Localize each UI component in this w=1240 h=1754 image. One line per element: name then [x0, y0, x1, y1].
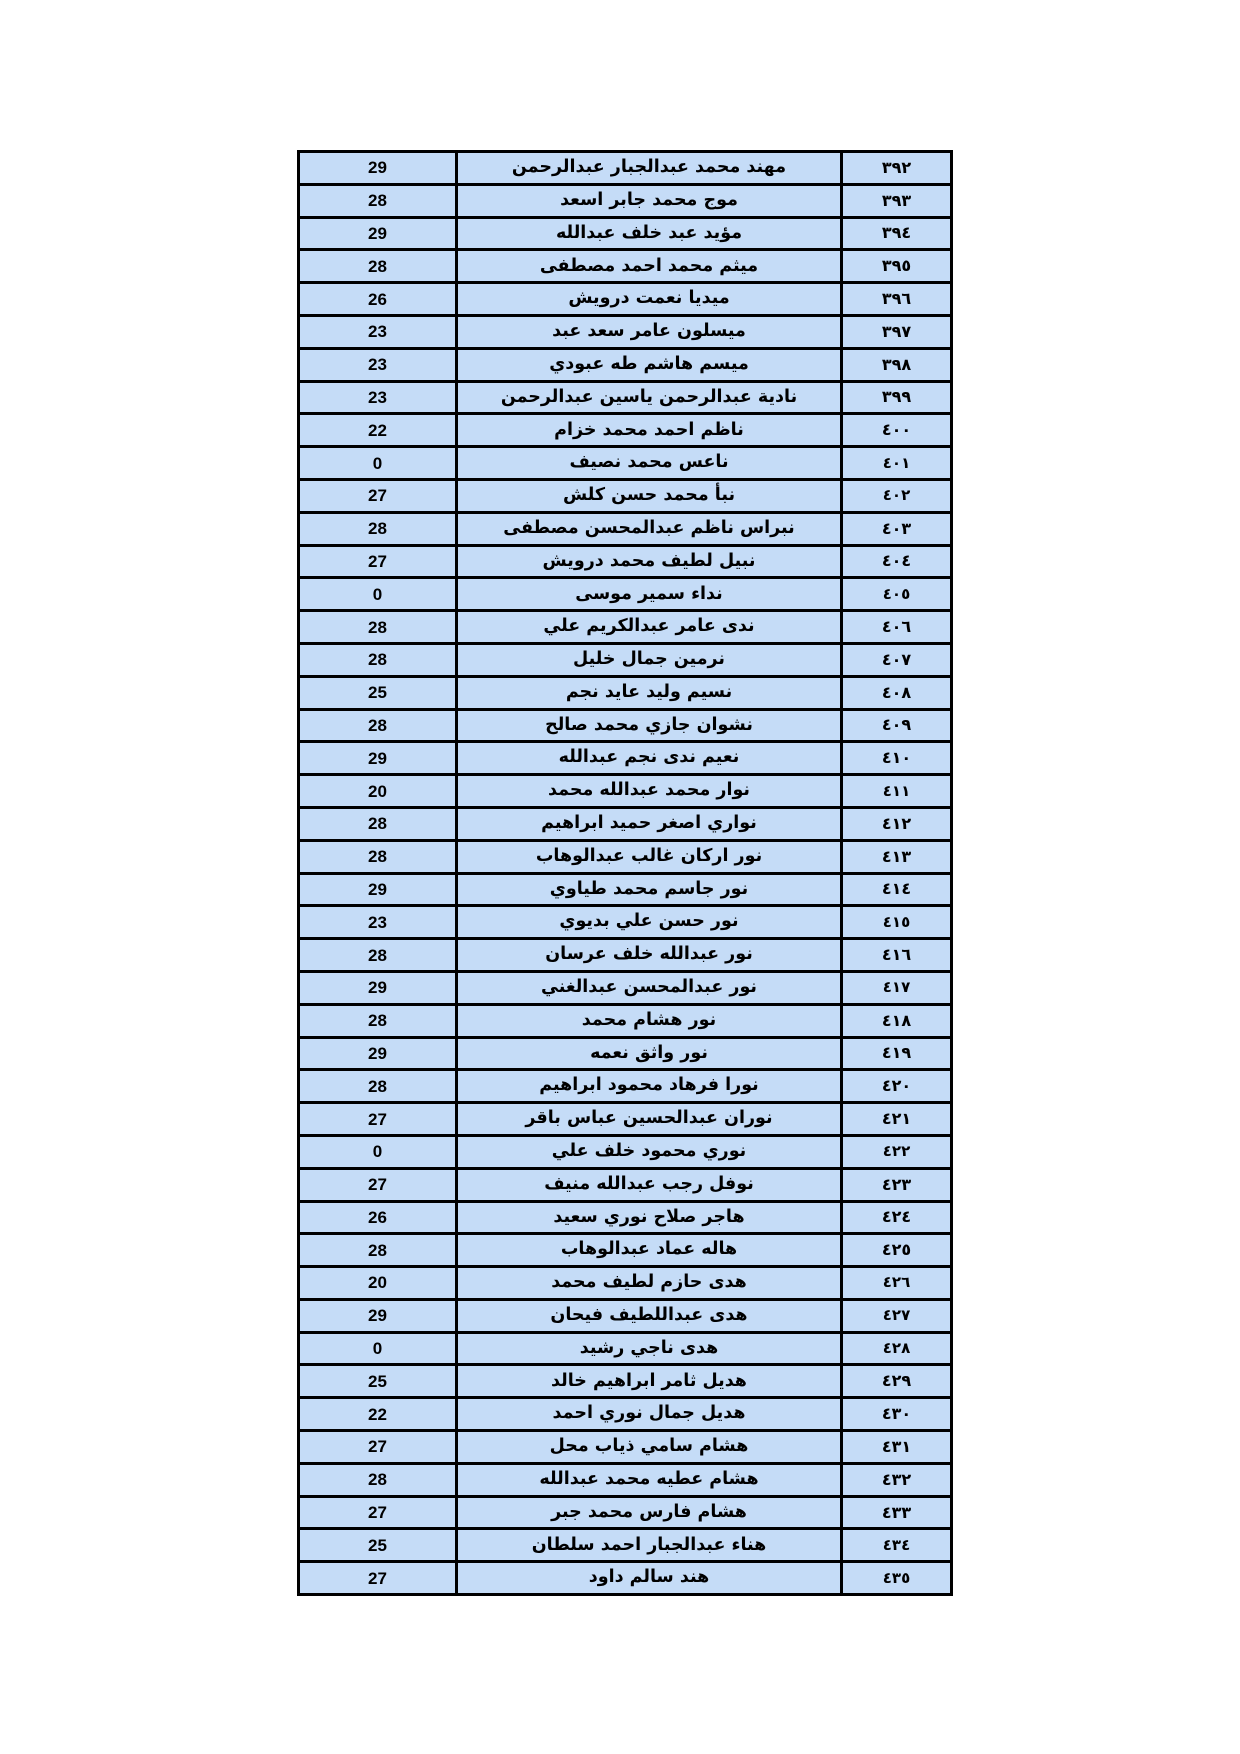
serial-cell: ٤٣٠: [842, 1398, 952, 1431]
table-row: [299, 1299, 952, 1332]
score-cell: 28: [299, 512, 457, 545]
table-row: [299, 1201, 952, 1234]
name-cell: نادية عبدالرحمن ياسين عبدالرحمن: [457, 381, 842, 414]
serial-cell: ٤٢٣: [842, 1168, 952, 1201]
serial-cell: ٤٢٥: [842, 1234, 952, 1267]
table-row: [299, 1365, 952, 1398]
score-cell: 28: [299, 184, 457, 217]
serial-cell: ٤٣٣: [842, 1496, 952, 1529]
table-row: [299, 1463, 952, 1496]
name-cell: ميديا نعمت درويش: [457, 283, 842, 316]
name-cell: نوران عبدالحسين عباس باقر: [457, 1103, 842, 1136]
name-cell: هشام سامي ذياب محل: [457, 1431, 842, 1464]
score-cell: 20: [299, 775, 457, 808]
table-row: [299, 447, 952, 480]
serial-cell: ٤٣١: [842, 1431, 952, 1464]
table-row: [299, 578, 952, 611]
serial-cell: ٤٢١: [842, 1103, 952, 1136]
serial-cell: ٤٠٠: [842, 414, 952, 447]
score-cell: 23: [299, 315, 457, 348]
serial-cell: ٤٠٨: [842, 676, 952, 709]
table-row: [299, 381, 952, 414]
score-cell: 28: [299, 611, 457, 644]
name-cell: نشوان جازي محمد صالح: [457, 709, 842, 742]
serial-cell: ٤٠٤: [842, 545, 952, 578]
score-cell: 27: [299, 1496, 457, 1529]
score-cell: 28: [299, 1234, 457, 1267]
name-cell: نسيم وليد عايد نجم: [457, 676, 842, 709]
name-cell: نور حسن علي بديوي: [457, 906, 842, 939]
serial-cell: ٤٢٢: [842, 1135, 952, 1168]
serial-cell: ٤٠١: [842, 447, 952, 480]
serial-cell: ٤٠٧: [842, 643, 952, 676]
table-row: [299, 1562, 952, 1595]
score-cell: 28: [299, 840, 457, 873]
score-cell: 0: [299, 1332, 457, 1365]
name-cell: نوار محمد عبدالله محمد: [457, 775, 842, 808]
name-cell: نور جاسم محمد طياوي: [457, 873, 842, 906]
name-cell: نور اركان غالب عبدالوهاب: [457, 840, 842, 873]
name-cell: هديل ثامر ابراهيم خالد: [457, 1365, 842, 1398]
name-cell: ميسلون عامر سعد عبد: [457, 315, 842, 348]
score-cell: 28: [299, 709, 457, 742]
name-cell: هديل جمال نوري احمد: [457, 1398, 842, 1431]
score-cell: 26: [299, 1201, 457, 1234]
table-row: [299, 840, 952, 873]
score-cell: 22: [299, 1398, 457, 1431]
table-row: [299, 1168, 952, 1201]
name-cell: نبيل لطيف محمد درويش: [457, 545, 842, 578]
name-cell: ميسم هاشم طه عبودي: [457, 348, 842, 381]
table-row: [299, 512, 952, 545]
table-row: [299, 479, 952, 512]
name-cell: هدى حازم لطيف محمد: [457, 1267, 842, 1300]
name-cell: ناظم احمد محمد خزام: [457, 414, 842, 447]
score-cell: 27: [299, 1168, 457, 1201]
score-cell: 22: [299, 414, 457, 447]
score-cell: 29: [299, 217, 457, 250]
name-cell: هشام عطيه محمد عبدالله: [457, 1463, 842, 1496]
serial-cell: ٤٣٥: [842, 1562, 952, 1595]
serial-cell: ٣٩٩: [842, 381, 952, 414]
serial-cell: ٤٢٩: [842, 1365, 952, 1398]
table-row: [299, 676, 952, 709]
name-cell: نداء سمير موسى: [457, 578, 842, 611]
table-row: [299, 906, 952, 939]
table-row: [299, 348, 952, 381]
serial-cell: ٤٢٨: [842, 1332, 952, 1365]
table-row: [299, 414, 952, 447]
name-cell: موج محمد جابر اسعد: [457, 184, 842, 217]
serial-cell: ٤١٤: [842, 873, 952, 906]
serial-cell: ٣٩٦: [842, 283, 952, 316]
serial-cell: ٤٢٤: [842, 1201, 952, 1234]
table-row: [299, 643, 952, 676]
table-row: [299, 1398, 952, 1431]
score-cell: 23: [299, 381, 457, 414]
serial-cell: ٤١٨: [842, 1004, 952, 1037]
serial-cell: ٤١٣: [842, 840, 952, 873]
score-cell: 27: [299, 1103, 457, 1136]
table-row: [299, 1267, 952, 1300]
score-cell: 20: [299, 1267, 457, 1300]
table-row: [299, 315, 952, 348]
score-cell: 0: [299, 578, 457, 611]
name-cell: مؤيد عبد خلف عبدالله: [457, 217, 842, 250]
score-cell: 27: [299, 1431, 457, 1464]
serial-cell: ٤١٧: [842, 971, 952, 1004]
table-row: [299, 775, 952, 808]
name-cell: نرمين جمال خليل: [457, 643, 842, 676]
score-cell: 29: [299, 152, 457, 185]
serial-cell: ٤١١: [842, 775, 952, 808]
name-cell: نور عبدالله خلف عرسان: [457, 939, 842, 972]
score-cell: 25: [299, 1365, 457, 1398]
table-row: [299, 1496, 952, 1529]
serial-cell: ٤٣٤: [842, 1529, 952, 1562]
score-cell: 0: [299, 447, 457, 480]
serial-cell: ٤٠٣: [842, 512, 952, 545]
serial-cell: ٣٩٤: [842, 217, 952, 250]
name-cell: هدى عبداللطيف فيحان: [457, 1299, 842, 1332]
serial-cell: ٤١٩: [842, 1037, 952, 1070]
score-cell: 25: [299, 676, 457, 709]
serial-cell: ٤٠٦: [842, 611, 952, 644]
score-cell: 23: [299, 906, 457, 939]
score-cell: 28: [299, 807, 457, 840]
serial-cell: ٤١٦: [842, 939, 952, 972]
table-row: [299, 152, 952, 185]
name-cell: نبراس ناظم عبدالمحسن مصطفى: [457, 512, 842, 545]
score-cell: 29: [299, 1037, 457, 1070]
table-row: [299, 1332, 952, 1365]
serial-cell: ٤٠٢: [842, 479, 952, 512]
name-cell: نور هشام محمد: [457, 1004, 842, 1037]
score-cell: 28: [299, 1463, 457, 1496]
score-cell: 25: [299, 1529, 457, 1562]
table-row: [299, 1070, 952, 1103]
name-cell: نوفل رجب عبدالله منيف: [457, 1168, 842, 1201]
table-row: [299, 1234, 952, 1267]
table-row: [299, 217, 952, 250]
serial-cell: ٣٩٧: [842, 315, 952, 348]
serial-cell: ٣٩٢: [842, 152, 952, 185]
table-row: [299, 184, 952, 217]
table-row: [299, 939, 952, 972]
results-table: [297, 150, 953, 1596]
serial-cell: ٤٢٠: [842, 1070, 952, 1103]
serial-cell: ٤٢٧: [842, 1299, 952, 1332]
score-cell: 0: [299, 1135, 457, 1168]
name-cell: مهند محمد عبدالجبار عبدالرحمن: [457, 152, 842, 185]
score-cell: 29: [299, 873, 457, 906]
table-row: [299, 1037, 952, 1070]
score-cell: 29: [299, 971, 457, 1004]
table-row: [299, 807, 952, 840]
serial-cell: ٤٣٢: [842, 1463, 952, 1496]
score-cell: 29: [299, 1299, 457, 1332]
name-cell: ناعس محمد نصيف: [457, 447, 842, 480]
table-row: [299, 283, 952, 316]
serial-cell: ٤١٠: [842, 742, 952, 775]
name-cell: هند سالم داود: [457, 1562, 842, 1595]
table-row: [299, 1431, 952, 1464]
name-cell: نوري محمود خلف علي: [457, 1135, 842, 1168]
table-row: [299, 545, 952, 578]
table-row: [299, 742, 952, 775]
table-row: [299, 709, 952, 742]
name-cell: نعيم ندى نجم عبدالله: [457, 742, 842, 775]
score-cell: 28: [299, 1070, 457, 1103]
name-cell: هشام فارس محمد جبر: [457, 1496, 842, 1529]
serial-cell: ٤١٢: [842, 807, 952, 840]
table-row: [299, 611, 952, 644]
name-cell: هدى ناجي رشيد: [457, 1332, 842, 1365]
serial-cell: ٣٩٣: [842, 184, 952, 217]
score-cell: 28: [299, 643, 457, 676]
name-cell: نور واثق نعمه: [457, 1037, 842, 1070]
score-cell: 27: [299, 479, 457, 512]
score-cell: 23: [299, 348, 457, 381]
serial-cell: ٣٩٨: [842, 348, 952, 381]
score-cell: 29: [299, 742, 457, 775]
table-row: [299, 1135, 952, 1168]
serial-cell: ٣٩٥: [842, 250, 952, 283]
table-row: [299, 1529, 952, 1562]
score-cell: 26: [299, 283, 457, 316]
table-row: [299, 1103, 952, 1136]
name-cell: نور عبدالمحسن عبدالغني: [457, 971, 842, 1004]
table-row: [299, 1004, 952, 1037]
score-cell: 28: [299, 939, 457, 972]
name-cell: هاله عماد عبدالوهاب: [457, 1234, 842, 1267]
score-cell: 27: [299, 545, 457, 578]
serial-cell: ٤٢٦: [842, 1267, 952, 1300]
name-cell: هاجر صلاح نوري سعيد: [457, 1201, 842, 1234]
score-cell: 28: [299, 250, 457, 283]
name-cell: نبأ محمد حسن كلش: [457, 479, 842, 512]
name-cell: ندى عامر عبدالكريم علي: [457, 611, 842, 644]
table-row: [299, 873, 952, 906]
serial-cell: ٤٠٩: [842, 709, 952, 742]
name-cell: هناء عبدالجبار احمد سلطان: [457, 1529, 842, 1562]
score-cell: 27: [299, 1562, 457, 1595]
table-row: [299, 971, 952, 1004]
results-table-body: [299, 152, 952, 1595]
name-cell: نورا فرهاد محمود ابراهيم: [457, 1070, 842, 1103]
name-cell: ميثم محمد احمد مصطفى: [457, 250, 842, 283]
name-cell: نواري اصغر حميد ابراهيم: [457, 807, 842, 840]
serial-cell: ٤٠٥: [842, 578, 952, 611]
serial-cell: ٤١٥: [842, 906, 952, 939]
score-cell: 28: [299, 1004, 457, 1037]
table-row: [299, 250, 952, 283]
